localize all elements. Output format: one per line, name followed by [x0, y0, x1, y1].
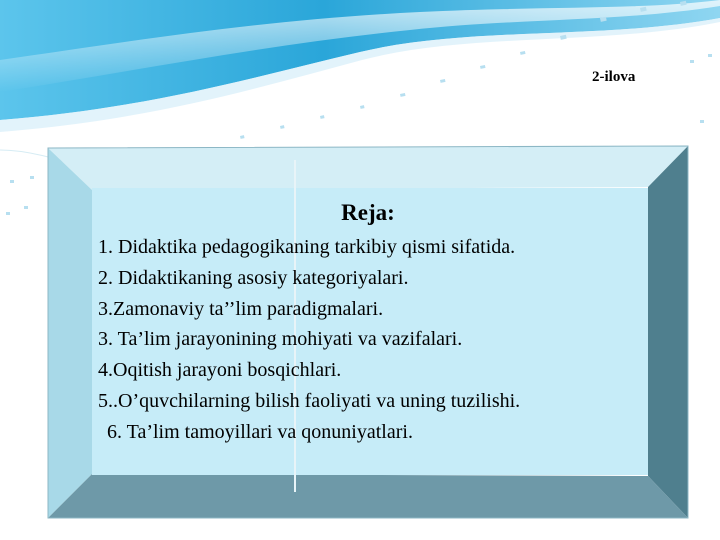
list-item: 3. Ta’lim jarayonining mohiyati va vazifalari.: [98, 328, 463, 351]
plan-list: [98, 232, 520, 448]
list-item: 5..O’quvchilarning bilish faoliyati va uning tuzilishi.: [98, 389, 521, 412]
list-item: 3.Zamonaviy ta’’lim paradigmalari.: [98, 297, 384, 320]
list-item: 2. Didaktikaning asosiy kategoriyalari.: [98, 266, 409, 289]
list-item: 1. Didaktika pedagogikaning tarkibiy qismi sifatida.: [98, 236, 516, 258]
slide-tag: 2-ilova: [592, 69, 636, 85]
list-item: 6. Ta’lim tamoyillari va qonuniyatlari.: [107, 420, 413, 443]
list-item: 4.Oqitish jarayoni bosqichlari.: [98, 359, 342, 382]
plan-title: Reja:: [341, 200, 395, 225]
